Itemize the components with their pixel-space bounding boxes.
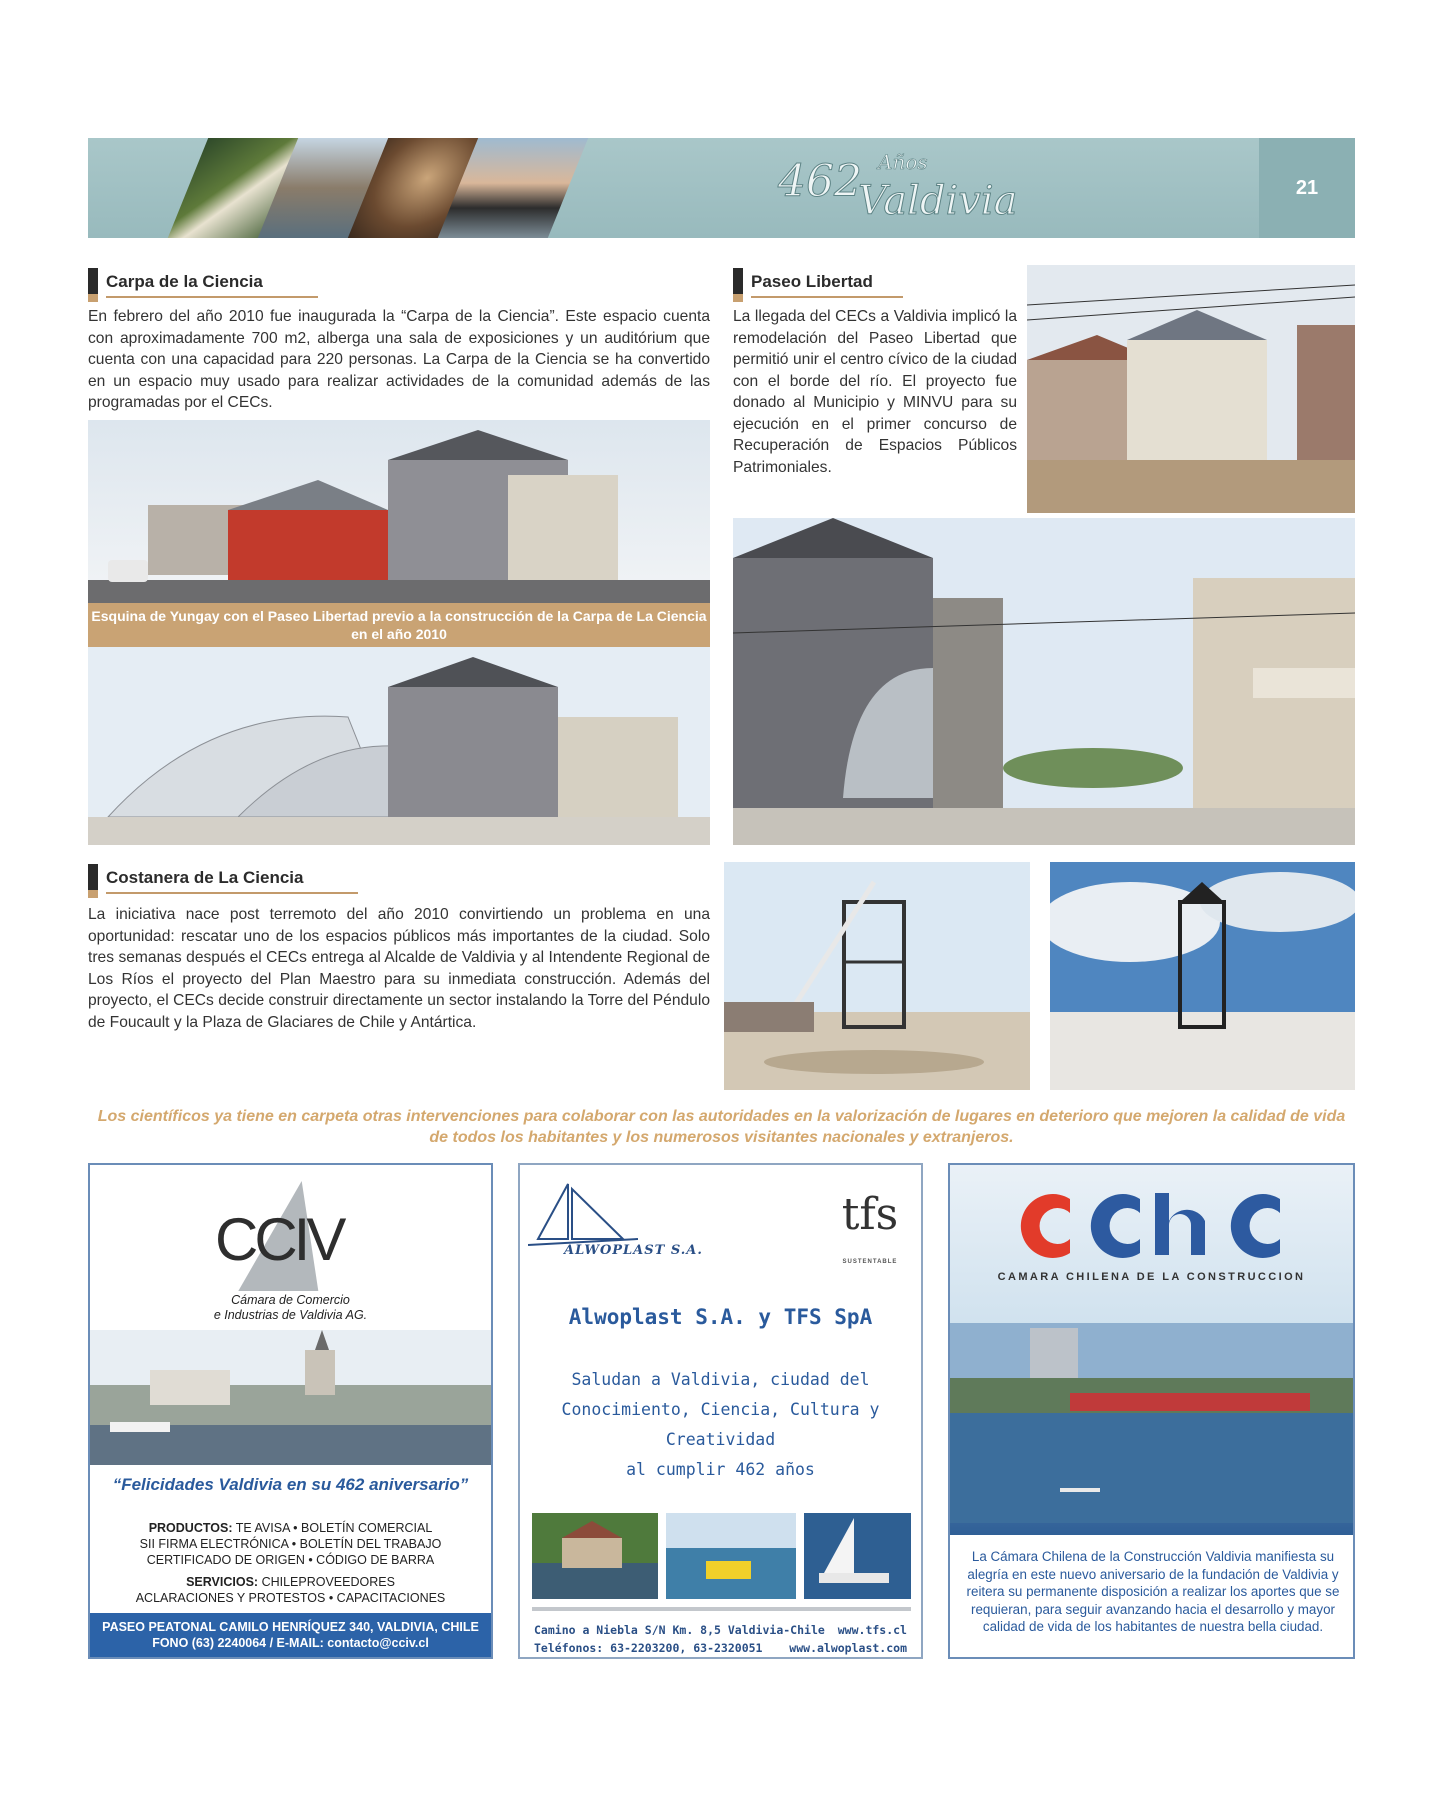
heading-underline — [106, 296, 318, 298]
tfs-logo: tfs — [841, 1189, 899, 1240]
corner-before-photo — [88, 420, 710, 605]
cchc-logo — [1010, 1191, 1300, 1261]
cciv-greeting: “Felicidades Valdivia en su 462 aniversario” — [112, 1475, 469, 1494]
cchc-message: La Cámara Chilena de la Construcción Valdivia manifiesta su alegría en este nuevo aniversario de la fundación de Valdivia y reitera su permanente disposición a realizar los aportes que se requieran, para seguir avanzando hacia el desarrollo y mayor calidad de vida de los habitantes de nuestra bella ciudad. — [966, 1549, 1340, 1635]
title-city: Valdivia — [858, 178, 1018, 224]
sailboat-photo — [804, 1513, 911, 1599]
cciv-name-line1: Cámara de Comercio — [231, 1293, 350, 1307]
ad-cciv — [88, 1163, 493, 1659]
footer-divider — [532, 1607, 911, 1611]
section-heading-carpa — [88, 264, 318, 302]
message-line3: al cumplir 462 años — [626, 1460, 815, 1479]
paseo-body: La llegada del CECs a Valdivia implicó la remodelación del Paseo Libertad que permitió unir el centro cívico de la ciudad con el borde del río. El proyecto fue donado al Municipio y MINVU para su ejecución en el primer concurso de Recuperación de Espacios Públicos Patrimoniales. — [733, 308, 1017, 476]
cciv-address: PASEO PEATONAL CAMILO HENRÍQUEZ 340, VALDIVIA, CHILE — [102, 1620, 479, 1634]
heading-underline — [751, 296, 903, 298]
costanera-body: La iniciativa nace post terremoto del año 2010 convirtiendo un problema en una oportunidad: rescatar uno de los espacios públicos más importantes de la ciudad. Solo tres semanas después el CECs entrega al Alcalde de Valdivia y al Intendente Regional de Los Ríos el proyecto del Plan Maestro para su inmediata construcción. Además del proyecto, el CECs decide construir directamente un sector instalando la Torre del Péndulo de Foucault y la Plaza de Glaciares de Chile y Antártica. — [88, 906, 710, 1031]
alwoplast-address: Camino a Niebla S/N Km. 8,5 Valdivia-Chile — [534, 1623, 825, 1637]
website-alwoplast[interactable]: www.alwoplast.com — [789, 1641, 907, 1655]
alwoplast-websites — [789, 1621, 907, 1657]
house-lake-photo — [532, 1513, 658, 1599]
foucault-tower-photo — [1050, 862, 1355, 1090]
heading-marker — [88, 864, 98, 898]
anniversary-title — [778, 150, 1058, 230]
cchc-subtitle: CAMARA CHILENA DE LA CONSTRUCCION — [997, 1271, 1306, 1283]
servicios-line1: CHILEPROVEEDORES — [261, 1575, 395, 1589]
banner-photo-strip — [188, 138, 608, 238]
title-number: 462 — [778, 156, 862, 207]
section-heading-paseo — [733, 264, 903, 302]
section-heading-costanera — [88, 860, 358, 898]
cciv-name-line2: e Industrias de Valdivia AG. — [213, 1308, 368, 1322]
page-number: 21 — [1259, 138, 1355, 238]
ad-alwoplast-tfs — [518, 1163, 923, 1659]
productos-line1: TE AVISA • BOLETÍN COMERCIAL — [235, 1521, 433, 1535]
heading-marker — [88, 268, 98, 302]
alwoplast-title: Alwoplast S.A. y TFS SpA — [568, 1305, 873, 1329]
title-years: Años — [878, 150, 928, 174]
alwoplast-phones: Teléfonos: 63-2203200, 63-2320051 — [534, 1641, 763, 1655]
message-line2: Conocimiento, Ciencia, Cultura y Creatividad — [561, 1400, 880, 1449]
heading-text: Paseo Libertad — [751, 272, 873, 291]
tfs-subtitle: SUSTENTABLE — [842, 1259, 898, 1265]
closing-quote: Los científicos ya tiene en carpeta otras intervenciones para colaborar con las autoridades en la valorización de lugares en deterioro que mejoren la calidad de vida de todos los habitantes y los numerosos visitantes nacionales y extranjeros. — [97, 1108, 1346, 1146]
carpa-ciencia-photo — [88, 647, 710, 845]
paseo-construction-photo — [1027, 265, 1355, 513]
valdivia-waterfront-photo — [950, 1323, 1353, 1523]
cciv-footer — [90, 1613, 491, 1657]
productos-label: PRODUCTOS: — [148, 1521, 233, 1535]
yellow-boat-photo — [666, 1513, 796, 1599]
photo-caption: Esquina de Yungay con el Paseo Libertad previo a la construcción de la Carpa de La Ciencia en el año 2010 — [88, 603, 710, 647]
message-line1: Saludan a Valdivia, ciudad del — [571, 1370, 870, 1389]
alwoplast-contact — [534, 1621, 825, 1657]
productos-line2: SII FIRMA ELECTRÓNICA • BOLETÍN DEL TRABAJO — [139, 1537, 442, 1551]
alwoplast-message — [520, 1365, 921, 1485]
cciv-contact: FONO (63) 2240064 / E-MAIL: contacto@cciv.cl — [152, 1636, 429, 1650]
cciv-logo: CCIV — [215, 1206, 343, 1273]
cciv-name — [90, 1293, 491, 1323]
header-banner — [88, 138, 1355, 238]
ad-cchc — [948, 1163, 1355, 1659]
servicios-line2: ACLARACIONES Y PROTESTOS • CAPACITACIONES — [135, 1591, 446, 1605]
alwoplast-brand: ALWOPLAST S.A. — [564, 1243, 703, 1258]
heading-text: Carpa de la Ciencia — [106, 272, 263, 291]
valdivia-river-photo — [90, 1330, 491, 1465]
heading-underline — [106, 892, 358, 894]
heading-marker — [733, 268, 743, 302]
website-tfs[interactable]: www.tfs.cl — [837, 1623, 907, 1637]
tower-construction-photo — [724, 862, 1030, 1090]
productos-line3: CERTIFICADO DE ORIGEN • CÓDIGO DE BARRA — [146, 1553, 435, 1567]
cciv-info — [90, 1520, 491, 1606]
paseo-libertad-photo — [733, 518, 1355, 845]
heading-text: Costanera de La Ciencia — [106, 868, 304, 887]
servicios-label: SERVICIOS: — [186, 1575, 259, 1589]
carpa-body: En febrero del año 2010 fue inaugurada la “Carpa de la Ciencia”. Este espacio cuenta con aproximadamente 700 m2, alberga una sala de exposiciones y un auditórium que cuenta con una capacidad para 220 personas. La Carpa de la Ciencia se ha convertido en un espacio muy usado para realizar actividades de la comunidad además de las programadas por el CECs. — [88, 308, 710, 411]
